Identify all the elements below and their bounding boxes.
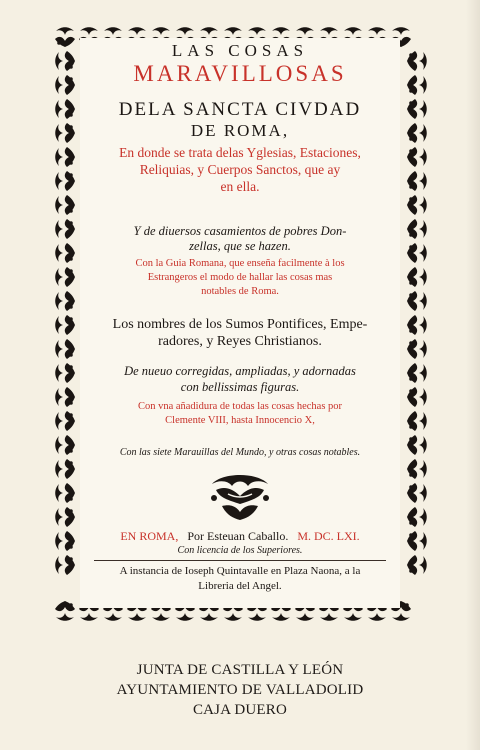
border-motif: [407, 339, 427, 359]
border-motif: [407, 75, 427, 95]
border-motif: [55, 363, 75, 383]
footer-line-2: AYUNTAMIENTO DE VALLADOLID: [116, 682, 364, 698]
border-motif: [407, 459, 427, 479]
imprint-cost-1: A instancia de Ioseph Quintavalle en Plaza Naona, a la: [119, 565, 361, 577]
border-motif: [55, 219, 75, 239]
title-line-16: con bellissimas figuras.: [180, 380, 300, 394]
title-line-18: Clemente VIII, hasta Innocencio X,: [165, 415, 315, 426]
border-motif: [55, 147, 75, 167]
title-line-12: notables de Roma.: [201, 286, 279, 297]
border-motif: [407, 171, 427, 191]
cover-edge-shadow: [466, 0, 480, 750]
title-line-19: Con las siete Marauillas del Mundo, y otras cosas notables.: [119, 447, 361, 458]
border-motif: [407, 291, 427, 311]
border-motif: [407, 267, 427, 287]
border-motif: [55, 315, 75, 335]
footer-line-3: CAJA DUERO: [192, 702, 288, 718]
border-motif: [407, 411, 427, 431]
title-page: [80, 38, 400, 608]
border-motif: [55, 555, 75, 575]
border-motif: [407, 243, 427, 263]
border-motif: [55, 243, 75, 263]
border-motif: [55, 51, 75, 71]
title-line-14: radores, y Reyes Christianos.: [158, 334, 322, 349]
imprint-place: EN ROMA,: [120, 529, 179, 543]
imprint-rule: [94, 560, 386, 561]
imprint-cost-2: Libreria del Angel.: [198, 580, 282, 592]
border-motif: [407, 219, 427, 239]
border-motif: [55, 507, 75, 527]
title-line-5: En donde se trata delas Yglesias, Estaciones,: [119, 145, 361, 160]
printers-ornament-icon: [208, 470, 272, 524]
border-motif: [55, 483, 75, 503]
title-line-3: DELA SANCTA CIVDAD: [118, 99, 362, 120]
border-motif: [407, 315, 427, 335]
border-motif: [55, 99, 75, 119]
title-line-15: De nueuo corregidas, ampliadas, y adornadas: [124, 364, 356, 378]
border-motif: [407, 363, 427, 383]
imprint-license: Con licencia de los Superiores.: [177, 545, 303, 556]
border-motif: [55, 27, 75, 47]
title-line-4: DE ROMA,: [190, 121, 290, 140]
border-motif: [55, 435, 75, 455]
border-motif: [407, 147, 427, 167]
imprint-year: M. DC. LXI.: [297, 529, 360, 543]
title-line-2: MARAVILLOSAS: [133, 61, 347, 86]
title-line-11: Estrangeros el modo de hallar las cosas mas: [147, 272, 333, 283]
border-motif: [407, 507, 427, 527]
border-motif: [407, 99, 427, 119]
border-motif: [407, 483, 427, 503]
border-motif: [55, 267, 75, 287]
footer-line-1: JUNTA DE CASTILLA Y LEÓN: [136, 662, 344, 678]
border-motif: [55, 195, 75, 215]
border-motif: [55, 411, 75, 431]
border-motif: [55, 387, 75, 407]
border-motif: [55, 339, 75, 359]
title-line-13: Los nombres de los Sumos Pontifices, Empe-: [112, 317, 368, 332]
border-motif: [55, 601, 75, 621]
title-line-6: Reliquias, y Cuerpos Sanctos, que ay: [139, 162, 341, 177]
border-motif: [407, 387, 427, 407]
border-motif: [407, 195, 427, 215]
title-line-8: Y de diuersos casamientos de pobres Don-: [133, 224, 347, 238]
imprint-line: [80, 530, 400, 542]
title-line-10: Con la Guia Romana, que enseña facilmente à los: [135, 258, 345, 269]
title-line-1: LAS COSAS: [171, 41, 309, 60]
border-motif: [55, 75, 75, 95]
border-motif: [55, 459, 75, 479]
border-motif: [55, 123, 75, 143]
border-motif: [55, 531, 75, 551]
border-motif: [55, 171, 75, 191]
border-motif: [407, 435, 427, 455]
border-motif: [407, 123, 427, 143]
border-motif: [407, 51, 427, 71]
border-motif: [407, 555, 427, 575]
border-motif: [55, 291, 75, 311]
border-motif: [407, 531, 427, 551]
title-line-17: Con vna añadidura de todas las cosas hechas por: [137, 401, 343, 412]
title-line-7: en ella.: [220, 179, 260, 194]
imprint-printer: Por Esteuan Caballo.: [187, 529, 289, 543]
title-line-9: zellas, que se hazen.: [189, 239, 291, 253]
